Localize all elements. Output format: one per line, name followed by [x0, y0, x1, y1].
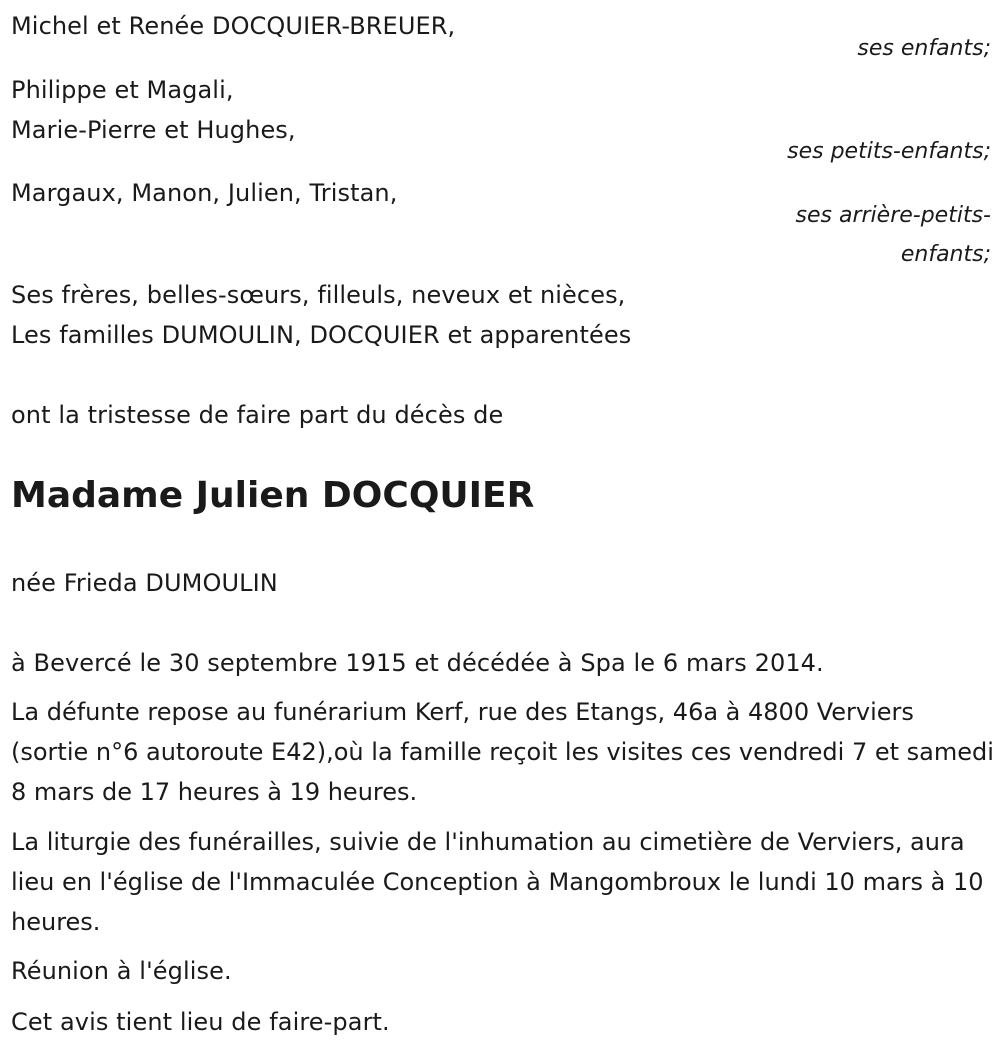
grandchildren-role: ses petits-enfants; — [787, 139, 991, 164]
other-relatives-1: Ses frères, belles-sœurs, filleuls, neveux et nièces, — [11, 281, 626, 309]
obituary-notice — [11, 0, 994, 1055]
repose-paragraph: La défunte repose au funérarium Kerf, rue des Etangs, 46a à 4800 Verviers (sortie n°6 autoroute E42),où la famille reçoit les visites ces vendredi 7 et samedi 8 mars de 17 heures à 19 heures. — [11, 698, 994, 806]
grandchildren-names-2: Marie-Pierre et Hughes, — [11, 116, 296, 144]
great-grandchildren-role-line-2: enfants; — [900, 242, 991, 267]
maiden-name: née Frieda DUMOULIN — [11, 569, 278, 597]
great-grandchildren-names: Margaux, Manon, Julien, Tristan, — [11, 179, 398, 207]
deceased-name: Madame Julien DOCQUIER — [11, 475, 535, 516]
notice-note: Cet avis tient lieu de faire-part. — [11, 1008, 390, 1036]
children-role: ses enfants; — [857, 36, 991, 61]
great-grandchildren-role-line-1: ses arrière-petits- — [795, 203, 991, 228]
birth-death-details: à Bevercé le 30 septembre 1915 et décédée à Spa le 6 mars 2014. — [11, 649, 824, 677]
grandchildren-names-1: Philippe et Magali, — [11, 76, 234, 104]
other-relatives-2: Les familles DUMOULIN, DOCQUIER et apparentées — [11, 321, 632, 349]
children-names: Michel et Renée DOCQUIER-BREUER, — [11, 12, 456, 40]
meeting-note: Réunion à l'église. — [11, 957, 232, 985]
liturgy-paragraph: La liturgie des funérailles, suivie de l'inhumation au cimetière de Verviers, aura lieu en l'église de l'Immaculée Conception à Mangombroux le lundi 10 mars à 10 heures. — [11, 828, 984, 936]
announcement-text: ont la tristesse de faire part du décès de — [11, 401, 504, 429]
